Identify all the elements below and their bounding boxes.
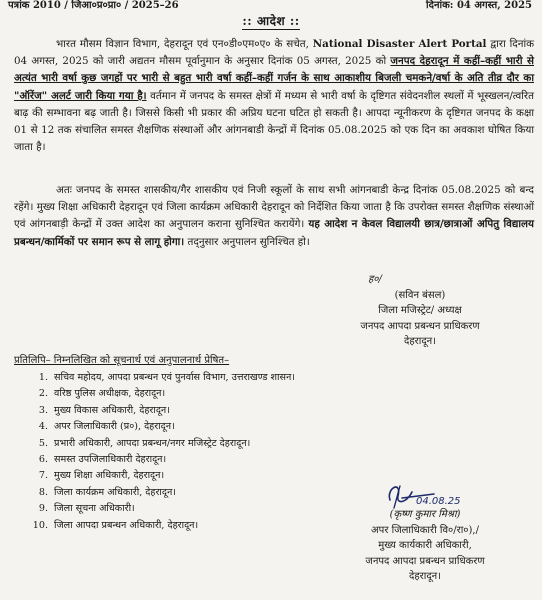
signatory2-place: देहरादून।: [409, 571, 441, 582]
signatory2-authority: जनपद आपदा प्रबन्धन प्राधिकरण: [365, 555, 485, 567]
para1-portal-name: National Disaster Alert Portal: [312, 38, 487, 50]
copy-to-item: [30, 370, 295, 386]
signatory2-designation: अपर जिलाधिकारी वि०/रा०),/: [371, 524, 479, 536]
issue-date: दिनांक: 04 अगस्त, 2025: [426, 0, 532, 11]
copy-to-item: [30, 468, 295, 484]
copy-to-item-text: समस्त उपजिलाधिकारी देहरादून।: [54, 454, 167, 466]
copy-to-item: [30, 386, 295, 402]
copy-to-item-text: वरिष्ठ पुलिस अधीक्षक, देहरादून।: [54, 388, 166, 400]
copy-to-item-text: मुख्य विकास अधिकारी, देहरादून।: [54, 404, 170, 416]
signature-date: 04.08.25: [416, 496, 461, 507]
signatory-designation: जिला मजिस्ट्रेट/ अध्यक्ष: [378, 305, 462, 316]
copy-to-item: [30, 452, 295, 468]
copy-to-item-number: 7.: [38, 470, 48, 482]
para1-alert-text: जनपद देहरादून में कहीं–कहीं भारी से अत्यंत भारी वर्षा कुछ जगहों पर भारी से बहुत भारी वर्षा कहीं–कहीं गर्जन के साथ आकाशीय बिजली चमकने/वर्षा के अति तीव्र दौर का "ऑरेंज" अलर्ट जारी किया गया है।: [14, 55, 534, 102]
copy-to-item-number: 5.: [38, 437, 48, 449]
signatory2-role: मुख्य कार्यकारी अधिकारी,: [378, 540, 472, 551]
copy-to-item-text: जिला आपदा प्रबन्धन अधिकारी, देहरादून।: [54, 519, 199, 531]
copy-to-item: [30, 436, 295, 452]
copy-to-item-number: 1.: [38, 372, 48, 383]
copy-to-item-number: 4.: [38, 421, 48, 433]
copy-to-heading: प्रतिलिपि– निम्नलिखित को सूचनार्थ एवं अनुपालनार्थ प्रेषित–: [14, 355, 230, 366]
signatory-block-adm: [330, 507, 520, 585]
copy-to-item-text: प्रभारी अधिकारी, आपदा प्रबन्धन/नगर मजिस्ट्रेट देहरादून।: [54, 437, 251, 449]
copy-to-item: [30, 501, 295, 517]
copy-to-item: [30, 485, 295, 501]
copy-to-item-number: 8.: [38, 486, 48, 498]
copy-to-item-text: जिला सूचना अधिकारी।: [54, 503, 135, 515]
copy-to-list: [30, 370, 295, 534]
para2-s1: अतः जनपद के समस्त शासकीय/गैर शासकीय एवं निजी स्कूलों के साथ सभी आंगनबाडी केन्द्र दिनांक 05.08.2025 को बन्द रहेंगे। मुख्य शिक्षा अधिकारी देहरादून एवं जिला कार्यक्रम अधिकारी देहरादून को निर्देशित किया जाता है कि उपरोक्त समस्त शैक्षणिक संस्थाओं एवं आंगनबाड़ी केन्द्रों में उक्त आदेश का अनुपालन कराना सुनिश्चित करायेंगे।: [14, 184, 534, 231]
signatory-name: (सविन बंसल): [394, 289, 446, 301]
copy-to-item-number: 6.: [38, 454, 48, 466]
copy-to-item-text: जिला कार्यक्रम अधिकारी, देहरादून।: [54, 486, 176, 498]
copy-to-item-text: मुख्य शिक्षा अधिकारी, देहरादून।: [54, 470, 165, 482]
reference-number: पत्रांक 2010 / जिआ०प्र०प्रा० / 2025–26: [8, 0, 179, 11]
order-title: [0, 12, 542, 29]
paragraph-2: [14, 182, 534, 251]
copy-to-item-text: अपर जिलाधिकारी (प्र०), देहरादून।: [54, 421, 175, 433]
para2-s3: तद्नुसार अनुपालन सुनिश्चित हो।: [184, 235, 310, 248]
signatory2-name: (कृष्ण कुमार मिश्रा): [389, 509, 461, 520]
copy-to-item-number: 2.: [38, 388, 48, 400]
paragraph-1: [14, 36, 534, 156]
signatory-authority: जनपद आपदा प्रबन्धन प्राधिकरण: [360, 320, 480, 332]
document-header: [8, 0, 532, 11]
copy-to-item-text: सचिव महोदय, आपदा प्रबन्धन एवं पुनर्वास विभाग, उत्तराखण्ड शासन।: [54, 372, 295, 383]
copy-to-item-number: 10.: [32, 519, 48, 531]
copy-to-item: [30, 518, 295, 534]
copy-to-item: [30, 403, 295, 419]
para1-s3: द्वारा दिनांक 04 अगस्त, 2025 को जारी अद्यतन मौसम पूर्वानुमान के अनुसार दिनांक 05 अगस्त, 2025 को: [14, 38, 535, 68]
para2-applicability: यह आदेश न केवल विद्यालयी छात्र/छात्राओं अपितु विद्यालय प्रबन्धन/कार्मिकों पर समान रूप से लागू होगा।: [14, 218, 534, 248]
signature-mark: ह०/: [368, 274, 382, 285]
signatory-block-dm: [330, 272, 510, 350]
copy-to-item: [30, 419, 295, 435]
signatory-place: देहरादून।: [404, 336, 436, 347]
copy-to-item-number: 3.: [38, 404, 48, 416]
copy-to-item-number: 9.: [38, 503, 48, 515]
para1-s1: भारत मौसम विज्ञान विभाग, देहरादून एवं एन०डी०एम०ए० के सचेत,: [56, 38, 313, 50]
order-title-text: :: आदेश ::: [242, 14, 300, 28]
para1-s5: वर्तमान में जनपद के समस्त क्षेत्रों में मध्यम से भारी वर्षा के दृष्टिगत संवेदनशील स्थलों में भूस्खलन/त्वरित बाढ़ की सम्भावना बढ़ जाती है। जिससे किसी भी प्रकार की अप्रिय घटना घटित हो सकती है। आपदा न्यूनीकरण के दृष्टिगत जनपद के कक्षा 01 से 12 तक संचालित समस्त शैक्षणिक संस्थाओं और आंगनबाडी केन्द्रों में दिनांक 05.08.2025 को एक दिन का अवकाश घोषित किया जाता है।: [14, 89, 534, 154]
